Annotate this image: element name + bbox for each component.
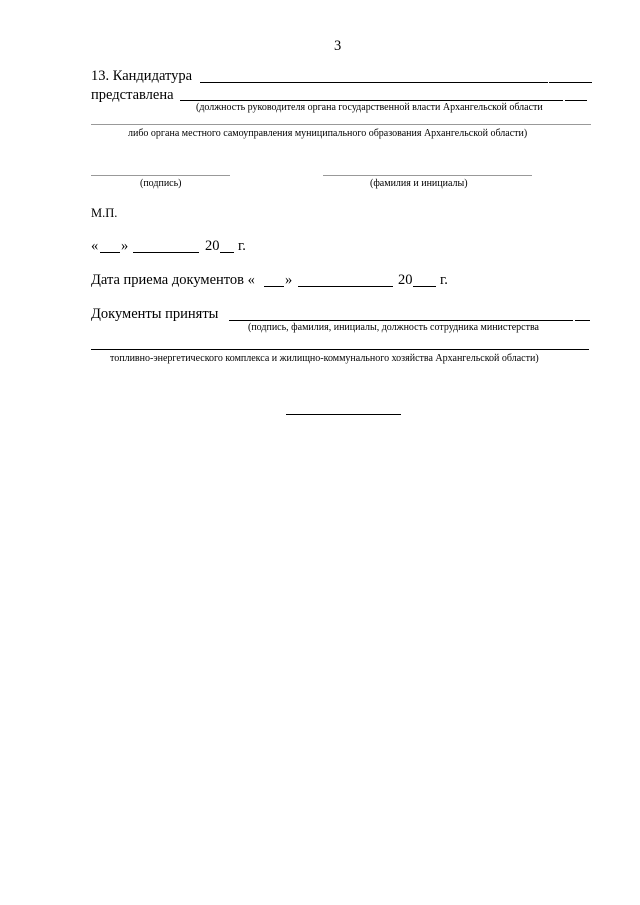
date-month-field[interactable] bbox=[133, 252, 199, 253]
date-year-suffix: г. bbox=[238, 238, 246, 254]
candidacy-label: 13. Кандидатура bbox=[91, 68, 193, 84]
accepted-caption-1: (подпись, фамилия, инициалы, должность сотрудника министерства bbox=[248, 322, 539, 333]
receipt-year-suffix: г. bbox=[440, 272, 448, 288]
accepted-caption-2: топливно-энергетического комплекса и жилищно-коммунального хозяйства Архангельской области) bbox=[110, 353, 539, 364]
accepted-label: Документы приняты bbox=[91, 306, 219, 322]
name-line[interactable] bbox=[323, 175, 532, 176]
date-open-quote: « bbox=[91, 238, 99, 254]
receipt-month-field[interactable] bbox=[298, 286, 393, 287]
municipal-line[interactable] bbox=[91, 124, 591, 125]
accepted-line-2[interactable] bbox=[91, 349, 589, 350]
end-separator bbox=[286, 414, 401, 415]
receipt-year-prefix: 20 bbox=[398, 272, 413, 288]
caption-name: (фамилия и инициалы) bbox=[370, 178, 468, 189]
receipt-day-field[interactable] bbox=[264, 286, 284, 287]
candidacy-line[interactable] bbox=[200, 82, 548, 83]
caption-municipal: либо органа местного самоуправления муниципального образования Архангельской области) bbox=[128, 128, 528, 139]
date-year-field[interactable] bbox=[220, 252, 234, 253]
signature-line[interactable] bbox=[91, 175, 230, 176]
receipt-date-label: Дата приема документов « bbox=[91, 272, 255, 288]
date-day-field[interactable] bbox=[100, 252, 120, 253]
accepted-line[interactable] bbox=[229, 320, 573, 321]
presented-label: представлена bbox=[91, 87, 174, 103]
presented-line-tail[interactable] bbox=[565, 100, 587, 101]
caption-signature: (подпись) bbox=[140, 178, 182, 189]
page-number: 3 bbox=[334, 38, 342, 54]
receipt-year-field[interactable] bbox=[413, 286, 436, 287]
stamp-label: М.П. bbox=[91, 206, 118, 220]
receipt-close-quote: » bbox=[285, 272, 293, 288]
candidacy-line-tail[interactable] bbox=[549, 82, 592, 83]
accepted-line-tail[interactable] bbox=[575, 320, 590, 321]
caption-head-position: (должность руководителя органа государственной власти Архангельской области bbox=[196, 102, 543, 113]
date-year-prefix: 20 bbox=[205, 238, 220, 254]
date-close-quote: » bbox=[121, 238, 129, 254]
presented-line[interactable] bbox=[180, 100, 563, 101]
